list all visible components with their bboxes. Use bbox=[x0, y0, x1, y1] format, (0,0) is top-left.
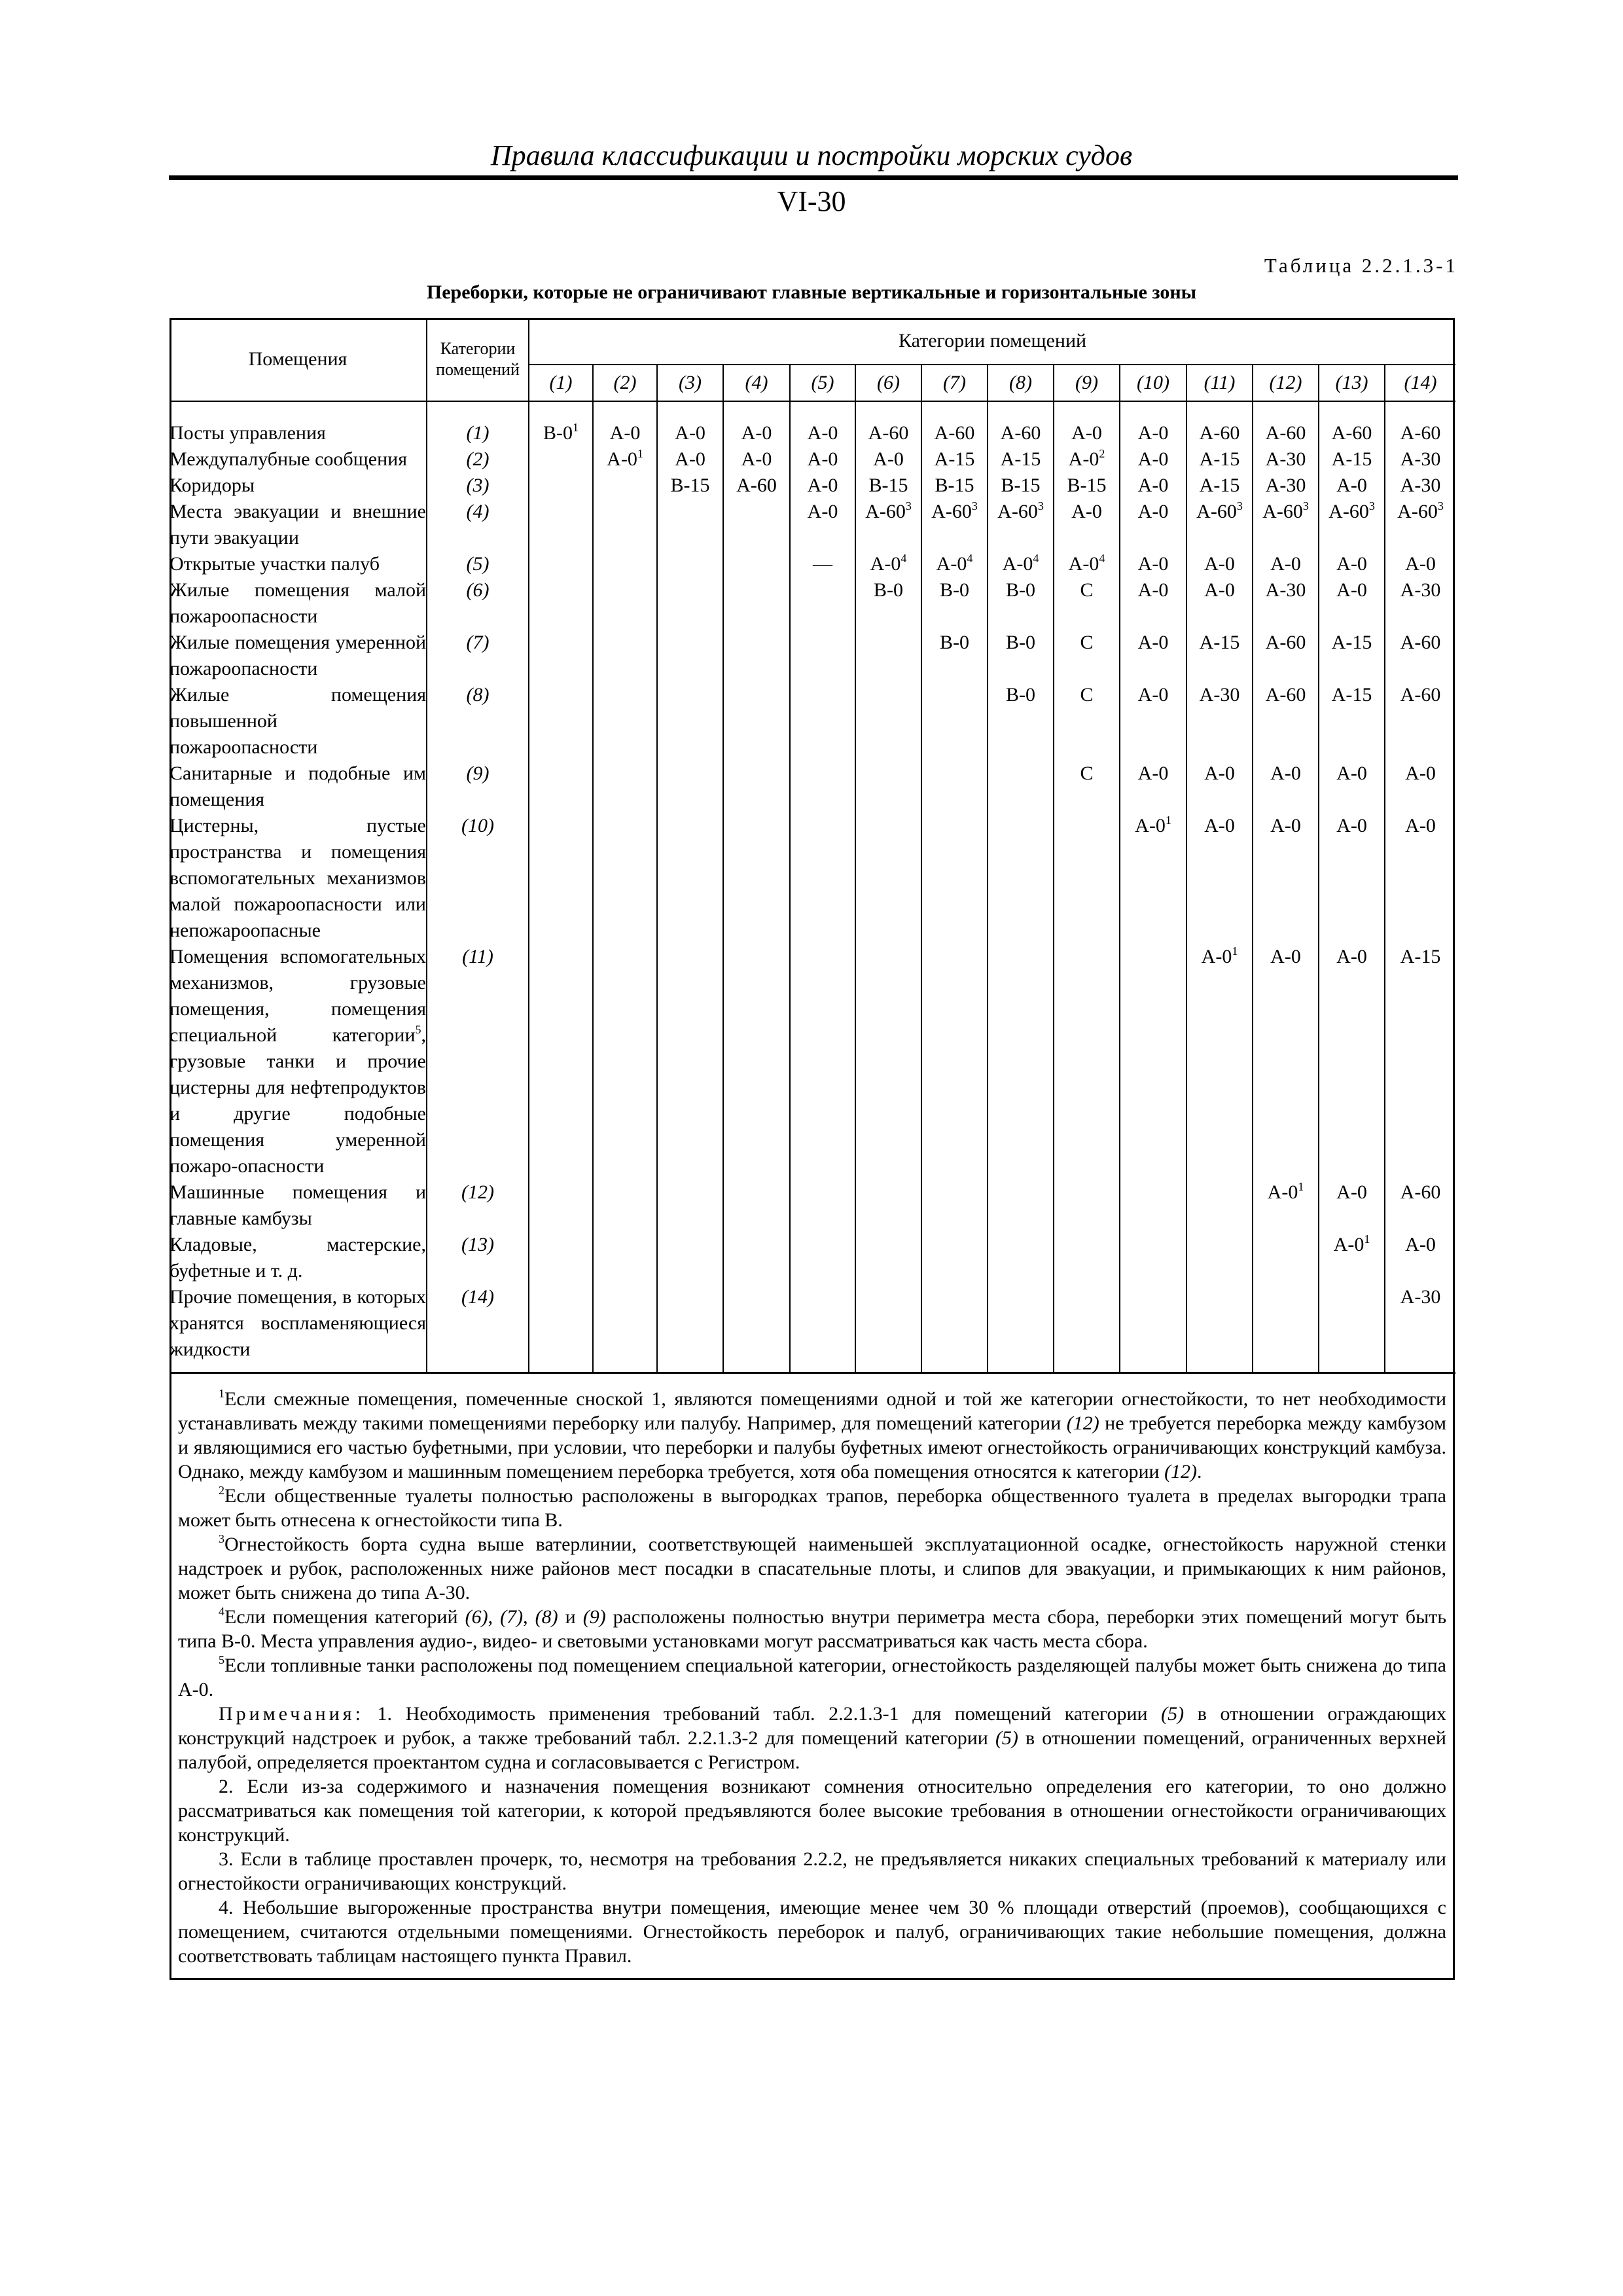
table-cell: A-30 bbox=[1400, 448, 1441, 470]
table-cell bbox=[657, 499, 723, 551]
room-name: Коридоры bbox=[169, 473, 427, 499]
table-cell: $A-0^1$ bbox=[1319, 1232, 1385, 1284]
table-cell bbox=[529, 551, 593, 577]
table-cell: A-15 bbox=[1319, 630, 1385, 682]
table-cell: A-60 bbox=[1319, 401, 1385, 446]
table-cell: A-0 bbox=[1120, 446, 1186, 473]
table-cell bbox=[723, 813, 790, 944]
table-cell bbox=[723, 682, 790, 761]
column-number: (8) bbox=[988, 365, 1054, 401]
table-cell: A-0 bbox=[790, 401, 855, 446]
table-cell: B-15 bbox=[657, 473, 723, 499]
table-cell bbox=[1054, 1232, 1120, 1284]
table-cell bbox=[790, 1232, 855, 1284]
table-cell bbox=[593, 1232, 657, 1284]
table-cell: $B-0^1$ bbox=[529, 401, 593, 446]
table-cell bbox=[593, 1179, 657, 1232]
table-cell: A-15 bbox=[1319, 446, 1385, 473]
fire-integrity-table bbox=[169, 318, 1455, 1374]
table-cell: A-0 bbox=[1405, 553, 1436, 575]
table-cell: $A-0^4$ bbox=[921, 551, 988, 577]
table-cell bbox=[921, 813, 988, 944]
table-cell: A-0 bbox=[1120, 577, 1186, 630]
room-category: (9) bbox=[427, 761, 529, 813]
table-cell bbox=[988, 1232, 1054, 1284]
table-cell: $A-0^4$ bbox=[855, 551, 921, 577]
table-cell: B-15 bbox=[1054, 473, 1120, 499]
table-cell bbox=[657, 1284, 723, 1373]
room-name: Прочие помещения, в которых хранятся воспламеняющиеся жидкости bbox=[169, 1284, 427, 1373]
room-category: (14) bbox=[427, 1284, 529, 1373]
table-cell bbox=[790, 813, 855, 944]
table-cell bbox=[1120, 1284, 1186, 1373]
table-cell: A-0 bbox=[1186, 551, 1253, 577]
note-4: 4. Небольшие выгороженные пространства внутри помещения, имеющие менее чем 30 % площади отверстий (проемов), сообщающихся с помещением, считаются отдельными помещениями. Огнестойкость переборок и палуб, ограничивающих такие небольшие помещения, должна соответствовать таблицам настоящего пункта Правил. bbox=[178, 1897, 1446, 1967]
table-cell bbox=[529, 1284, 593, 1373]
column-number: (11) bbox=[1186, 365, 1253, 401]
table-cell: A-0 bbox=[1120, 630, 1186, 682]
table-cell: $A-0^1$ bbox=[1186, 944, 1253, 1179]
room-category: (11) bbox=[427, 944, 529, 1179]
table-cell: A-60 bbox=[1253, 630, 1319, 682]
table-cell bbox=[723, 1179, 790, 1232]
table-cell bbox=[593, 499, 657, 551]
table-cell bbox=[790, 682, 855, 761]
table-cell: A-0 bbox=[1120, 473, 1186, 499]
table-label: Таблица 2.2.1.3-1 bbox=[1264, 254, 1458, 277]
table-row bbox=[169, 446, 1455, 473]
room-name: Помещения вспомогательных механизмов, грузовые помещения, помещения специальной категории$^5$, грузовые танки и прочие цистерны для нефтепродуктов и другие подобные помещения умеренной пожаро-опасности bbox=[169, 944, 427, 1179]
table-cell: A-60 bbox=[855, 401, 921, 446]
column-number: (2) bbox=[593, 365, 657, 401]
table-cell: $A-0^1$ bbox=[1253, 1179, 1319, 1232]
table-row bbox=[169, 499, 1455, 551]
table-cell: A-30 bbox=[1253, 473, 1319, 499]
table-cell: A-0 bbox=[1253, 551, 1319, 577]
table-cell bbox=[1054, 1284, 1120, 1373]
room-name: Открытые участки палуб bbox=[169, 551, 427, 577]
table-cell bbox=[988, 761, 1054, 813]
table-cell: A-0 bbox=[1405, 815, 1436, 836]
table-cell: B-0 bbox=[988, 682, 1054, 761]
room-name: Санитарные и подобные им помещения bbox=[169, 761, 427, 813]
table-row bbox=[169, 944, 1455, 1179]
header-category: Категории помещений bbox=[427, 318, 529, 401]
table-cell bbox=[529, 761, 593, 813]
column-number: (3) bbox=[657, 365, 723, 401]
table-cell: A-60 bbox=[1400, 632, 1441, 653]
table-cell bbox=[988, 1284, 1054, 1373]
table-cell bbox=[593, 682, 657, 761]
table-cell bbox=[1054, 944, 1120, 1179]
table-cell: A-15 bbox=[1400, 946, 1441, 967]
table-cell: C bbox=[1054, 577, 1120, 630]
table-cell: A-0 bbox=[790, 499, 855, 551]
table-row bbox=[169, 813, 1455, 944]
table-cell: A-0 bbox=[723, 401, 790, 446]
table-cell: $A-60^3$ bbox=[1253, 499, 1319, 551]
note-1: Примечания: 1. Необходимость применения требований табл. 2.2.1.3-1 для помещений категории (5) в отношении ограждающих конструкций надстроек и рубок, а также требований табл. 2.2.1.3-2 для помещений категории (5) в отношении помещений, ограниченных верхней палубой, определяется проектантом судна и согласовывается с Регистром. bbox=[178, 1703, 1446, 1773]
table-cell bbox=[593, 473, 657, 499]
table-cell bbox=[1186, 1284, 1253, 1373]
table-cell: A-30 bbox=[1385, 1284, 1455, 1373]
table-cell: A-0 bbox=[1319, 944, 1385, 1179]
table-cell bbox=[723, 944, 790, 1179]
table-cell bbox=[790, 630, 855, 682]
table-row bbox=[169, 630, 1455, 682]
table-cell: A-0 bbox=[1319, 473, 1385, 499]
table-row bbox=[169, 1232, 1455, 1284]
table-cell: A-60 bbox=[921, 401, 988, 446]
room-category: (12) bbox=[427, 1179, 529, 1232]
room-category: (4) bbox=[427, 499, 529, 551]
table-cell bbox=[529, 499, 593, 551]
table-cell: A-30 bbox=[1400, 475, 1441, 496]
table-cell bbox=[921, 761, 988, 813]
table-cell bbox=[657, 761, 723, 813]
table-title: Переборки, которые не ограничивают главные вертикальные и горизонтальные зоны bbox=[426, 281, 1197, 303]
table-cell: $A-60^3$ bbox=[855, 499, 921, 551]
table-cell bbox=[593, 577, 657, 630]
column-number: (7) bbox=[921, 365, 988, 401]
table-cell: A-0 bbox=[1253, 944, 1319, 1179]
table-cell: A-15 bbox=[988, 446, 1054, 473]
table-cell: A-0 bbox=[1186, 761, 1253, 813]
table-cell: A-0 bbox=[1186, 813, 1253, 944]
table-cell: A-15 bbox=[1186, 446, 1253, 473]
page-number: VI-30 bbox=[777, 185, 846, 217]
table-cell: A-60 bbox=[723, 473, 790, 499]
table-cell bbox=[855, 1179, 921, 1232]
table-cell bbox=[921, 1179, 988, 1232]
table-cell bbox=[529, 473, 593, 499]
table-cell: A-0 bbox=[1253, 761, 1319, 813]
table-cell bbox=[593, 813, 657, 944]
column-number: (10) bbox=[1120, 365, 1186, 401]
table-cell: A-0 bbox=[1319, 577, 1385, 630]
table-cell: A-60 bbox=[1253, 682, 1319, 761]
table-cell: A-30 bbox=[1400, 579, 1441, 601]
table-cell bbox=[988, 1179, 1054, 1232]
table-cell: A-0 bbox=[855, 446, 921, 473]
table-cell: A-15 bbox=[1319, 682, 1385, 761]
table-row bbox=[169, 473, 1455, 499]
table-cell bbox=[855, 1284, 921, 1373]
table-cell bbox=[723, 499, 790, 551]
room-category: (2) bbox=[427, 446, 529, 473]
table-cell bbox=[1186, 1232, 1253, 1284]
table-cell: A-60 bbox=[1253, 401, 1319, 446]
table-cell bbox=[1054, 1179, 1120, 1232]
table-cell: A-0 bbox=[723, 446, 790, 473]
room-name: Жилые помещения умеренной пожароопасности bbox=[169, 630, 427, 682]
table-cell: $A-0^4$ bbox=[988, 551, 1054, 577]
room-category: (7) bbox=[427, 630, 529, 682]
table-cell bbox=[1253, 1284, 1319, 1373]
table-cell bbox=[1120, 1232, 1186, 1284]
room-name: Посты управления bbox=[169, 401, 427, 446]
table-cell: C bbox=[1054, 682, 1120, 761]
note-3: 3. Если в таблице проставлен прочерк, то, несмотря на требования 2.2.2, не предъявляется никаких специальных требований к материалу или огнестойкости ограничивающих конструкций. bbox=[178, 1848, 1446, 1894]
table-cell: A-0 bbox=[657, 446, 723, 473]
table-cell bbox=[723, 551, 790, 577]
footnote-2: $^2$Если общественные туалеты полностью расположены в выгородках трапов, переборка общественного туалета в пределах выгородки трапа может быть отнесена к огнестойкости типа B. bbox=[178, 1484, 1446, 1531]
table-row bbox=[169, 551, 1455, 577]
table-cell bbox=[921, 1232, 988, 1284]
table-cell: A-0 bbox=[1120, 551, 1186, 577]
column-number: (13) bbox=[1319, 365, 1385, 401]
table-cell: $A-60^3$ bbox=[1186, 499, 1253, 551]
table-cell bbox=[529, 577, 593, 630]
table-row bbox=[169, 682, 1455, 761]
footnote-4: $^4$Если помещения категорий (6), (7), (8) и (9) расположены полностью внутри периметра места сбора, переборки этих помещений могут быть типа B-0. Места управления аудио-, видео- и световыми установками могут рассматриваться как часть места сбора. bbox=[178, 1605, 1447, 1652]
note-2: 2. Если из-за содержимого и назначения помещения возникают сомнения относительно определения его категории, то оно должно рассматриваться как помещения той категории, к которой предъявляются более высокие требования в отношении огнестойкости ограничивающих конструкций. bbox=[178, 1776, 1446, 1846]
room-name: Жилые помещения повышенной пожароопасности bbox=[169, 682, 427, 761]
table-cell: B-0 bbox=[988, 577, 1054, 630]
table-cell bbox=[723, 1232, 790, 1284]
table-cell bbox=[988, 944, 1054, 1179]
table-cell: A-0 bbox=[1120, 401, 1186, 446]
column-number: (12) bbox=[1253, 365, 1319, 401]
column-number: (1) bbox=[529, 365, 593, 401]
table-cell: A-0 bbox=[1120, 761, 1186, 813]
table-cell bbox=[988, 813, 1054, 944]
table-cell bbox=[657, 577, 723, 630]
table-cell bbox=[1054, 813, 1120, 944]
table-cell: B-0 bbox=[855, 577, 921, 630]
header-categories-span: Категории помещений bbox=[529, 318, 1455, 365]
room-name: Кладовые, мастерские, буфетные и т. д. bbox=[169, 1232, 427, 1284]
table-cell: B-0 bbox=[921, 630, 988, 682]
room-category: (5) bbox=[427, 551, 529, 577]
header-rooms: Помещения bbox=[169, 318, 427, 401]
table-cell bbox=[855, 944, 921, 1179]
table-cell: A-15 bbox=[1186, 473, 1253, 499]
table-cell: $A-0^1$ bbox=[1120, 813, 1186, 944]
table-cell bbox=[723, 1284, 790, 1373]
table-cell bbox=[529, 1232, 593, 1284]
table-cell: A-0 bbox=[1319, 1179, 1385, 1232]
table-cell: A-0 bbox=[593, 401, 657, 446]
table-cell: A-0 bbox=[1405, 1234, 1436, 1255]
table-cell bbox=[593, 551, 657, 577]
table-cell: A-60 bbox=[1400, 1181, 1441, 1203]
table-cell bbox=[593, 1284, 657, 1373]
footnote-5: $^5$Если топливные танки расположены под помещением специальной категории, огнестойкость разделяющей палубы может быть снижена до типа A-0. bbox=[178, 1653, 1446, 1700]
table-cell bbox=[657, 682, 723, 761]
table-cell bbox=[657, 813, 723, 944]
table-cell bbox=[657, 630, 723, 682]
table-cell: $A-60^3$ bbox=[921, 499, 988, 551]
table-cell: A-0 bbox=[657, 401, 723, 446]
table-cell bbox=[529, 813, 593, 944]
room-category: (8) bbox=[427, 682, 529, 761]
table-cell bbox=[657, 1179, 723, 1232]
room-name: Машинные помещения и главные камбузы bbox=[169, 1179, 427, 1232]
table-cell: $A-0^4$ bbox=[1054, 551, 1120, 577]
table-cell: A-0 bbox=[1120, 499, 1186, 551]
table-cell: A-0 bbox=[1120, 682, 1186, 761]
table-cell bbox=[790, 761, 855, 813]
room-category: (1) bbox=[427, 401, 529, 446]
table-cell bbox=[657, 944, 723, 1179]
table-cell bbox=[921, 682, 988, 761]
table-cell bbox=[593, 761, 657, 813]
table-cell: B-0 bbox=[921, 577, 988, 630]
room-category: (13) bbox=[427, 1232, 529, 1284]
table-cell: B-0 bbox=[988, 630, 1054, 682]
table-cell: $A-60^3$ bbox=[1319, 499, 1385, 551]
table-cell: A-60 bbox=[1186, 401, 1253, 446]
table-cell: A-0 bbox=[1253, 813, 1319, 944]
table-cell: A-15 bbox=[921, 446, 988, 473]
room-name: Цистерны, пустые пространства и помещения вспомогательных механизмов малой пожароопасности или непожароопасные bbox=[169, 813, 427, 944]
room-name: Места эвакуации и внешние пути эвакуации bbox=[169, 499, 427, 551]
table-cell: A-0 bbox=[1054, 401, 1120, 446]
table-cell bbox=[529, 630, 593, 682]
room-category: (10) bbox=[427, 813, 529, 944]
table-cell bbox=[593, 630, 657, 682]
table-cell bbox=[723, 630, 790, 682]
table-cell bbox=[1253, 1232, 1319, 1284]
table-cell bbox=[593, 944, 657, 1179]
table-cell bbox=[790, 1284, 855, 1373]
table-cell: A-30 bbox=[1186, 682, 1253, 761]
table-cell bbox=[1120, 1179, 1186, 1232]
table-cell bbox=[657, 1232, 723, 1284]
running-title: Правила классификации и постройки морских судов bbox=[490, 139, 1133, 171]
column-number: (9) bbox=[1054, 365, 1120, 401]
table-cell: A-30 bbox=[1253, 577, 1319, 630]
table-cell: A-0 bbox=[1319, 551, 1385, 577]
table-cell bbox=[855, 761, 921, 813]
footnote-3: $^3$Огнестойкость борта судна выше ватерлинии, соответствующей наименьшей эксплуатационной осадке, огнестойкость наружной стенки надстроек и рубок, расположенных ниже районов мест посадки в спасательные плоты, и слипов для эвакуации, и примыкающих к ним районов, может быть снижена до типа A-30. bbox=[178, 1532, 1446, 1604]
footnotes-block bbox=[178, 1387, 1446, 1968]
table-cell: A-0 bbox=[1405, 762, 1436, 784]
table-cell: A-0 bbox=[1054, 499, 1120, 551]
table-cell bbox=[855, 1232, 921, 1284]
room-name: Жилые помещения малой пожароопасности bbox=[169, 577, 427, 630]
table-cell: B-15 bbox=[921, 473, 988, 499]
column-number: (5) bbox=[790, 365, 855, 401]
column-number: (14) bbox=[1385, 365, 1455, 401]
table-row bbox=[169, 1179, 1455, 1232]
table-row bbox=[169, 1284, 1455, 1373]
table-cell bbox=[1120, 944, 1186, 1179]
table-cell: B-15 bbox=[855, 473, 921, 499]
table-cell: A-0 bbox=[1186, 577, 1253, 630]
table-cell: $A-60^3$ bbox=[988, 499, 1054, 551]
table-cell: A-0 bbox=[790, 473, 855, 499]
room-category: (3) bbox=[427, 473, 529, 499]
table-cell: A-0 bbox=[790, 446, 855, 473]
table-cell bbox=[723, 577, 790, 630]
column-number: (6) bbox=[855, 365, 921, 401]
column-number: (4) bbox=[723, 365, 790, 401]
room-category: (6) bbox=[427, 577, 529, 630]
table-cell bbox=[723, 761, 790, 813]
table-cell bbox=[529, 944, 593, 1179]
table-cell: A-60 bbox=[988, 401, 1054, 446]
room-name: Междупалубные сообщения bbox=[169, 446, 427, 473]
table-cell: A-60 bbox=[1400, 684, 1441, 706]
table-cell bbox=[921, 944, 988, 1179]
table-cell: A-30 bbox=[1253, 446, 1319, 473]
table-cell: $A-0^2$ bbox=[1054, 446, 1120, 473]
table-cell bbox=[855, 682, 921, 761]
table-cell: — bbox=[790, 551, 855, 577]
table-cell: $A-0^1$ bbox=[593, 446, 657, 473]
table-cell bbox=[921, 1284, 988, 1373]
table-cell bbox=[529, 1179, 593, 1232]
table-cell bbox=[1319, 1284, 1385, 1373]
table-cell bbox=[1186, 1179, 1253, 1232]
table-cell bbox=[790, 1179, 855, 1232]
table-cell bbox=[855, 630, 921, 682]
table-cell bbox=[529, 682, 593, 761]
table-cell: A-60 bbox=[1400, 422, 1441, 444]
table-row bbox=[169, 577, 1455, 630]
table-cell bbox=[855, 813, 921, 944]
table-cell: A-0 bbox=[1319, 761, 1385, 813]
table-cell bbox=[529, 446, 593, 473]
table-cell: C bbox=[1054, 761, 1120, 813]
header-rule bbox=[169, 175, 1458, 180]
table-row bbox=[169, 401, 1455, 446]
table-cell bbox=[790, 944, 855, 1179]
table-cell: C bbox=[1054, 630, 1120, 682]
table-cell: B-15 bbox=[988, 473, 1054, 499]
table-cell: A-0 bbox=[1319, 813, 1385, 944]
table-cell: $A-60^3$ bbox=[1397, 499, 1444, 522]
table-cell: A-15 bbox=[1186, 630, 1253, 682]
table-cell bbox=[657, 551, 723, 577]
footnote-1: $^1$Если смежные помещения, помеченные сноской 1, являются помещениями одной и той же категории огнестойкости, то нет необходимости устанавливать между такими помещениями переборку или палубу. Например, для помещений категории (12) не требуется переборка между камбузом и являющимися его частью буфетными, при условии, что переборки и палубы буфетных имеют огнестойкость ограничивающих конструкций камбуза. Однако, между камбузом и машинным помещением переборка требуется, хотя оба помещения относятся к категории (12). bbox=[178, 1387, 1447, 1482]
table-row bbox=[169, 761, 1455, 813]
table-cell bbox=[790, 577, 855, 630]
